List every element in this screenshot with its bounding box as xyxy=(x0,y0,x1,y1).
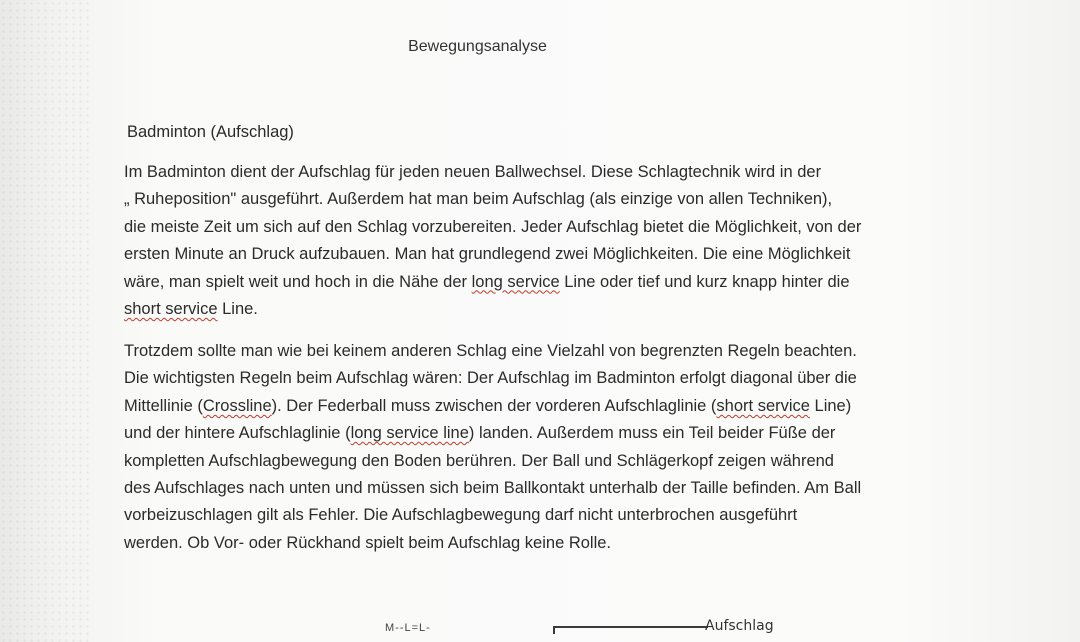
text-span: „ Ruheposition" ausgeführt. Außerdem hat man beim Aufschlag (als einzige von allen Techniken), xyxy=(124,190,833,209)
text-span: vorbeizuschlagen gilt als Fehler. Die Aufschlagbewegung darf nicht unterbrochen ausgeführt xyxy=(124,506,798,525)
spellcheck-term: short service xyxy=(716,396,810,415)
text-line xyxy=(124,502,964,529)
text-span: Line oder tief und kurz knapp hinter die xyxy=(559,272,850,291)
text-line xyxy=(124,420,964,447)
spellcheck-term: Crossline xyxy=(202,396,272,415)
text-span: Line. xyxy=(217,300,258,319)
footer-label: Aufschlag xyxy=(705,618,774,634)
text-span: Trotzdem sollte man wie bei keinem anderen Schlag eine Vielzahl von begrenzten Regeln beachten. xyxy=(124,342,857,360)
text-line xyxy=(124,393,964,420)
footer-sketch xyxy=(0,614,1080,642)
text-line xyxy=(124,448,964,475)
text-span: ersten Minute an Druck aufzubauen. Man hat grundlegend zwei Möglichkeiten. Die eine Möglichkeit xyxy=(124,245,851,264)
page-header-title: Bewegungsanalyse xyxy=(408,38,547,55)
paper-texture xyxy=(0,0,90,642)
spellcheck-term: short service xyxy=(124,300,218,319)
text-line xyxy=(124,338,964,365)
text-span: Line) xyxy=(809,396,852,415)
text-span: wäre, man spielt weit und hoch in die Nähe der xyxy=(124,272,472,291)
paragraph-rules xyxy=(124,338,964,557)
text-line xyxy=(124,365,964,392)
text-line xyxy=(124,241,964,268)
paragraph-intro xyxy=(124,159,964,323)
text-span: die meiste Zeit um sich auf den Schlag vorzubereiten. Jeder Aufschlag bietet die Möglichkeit, von der xyxy=(124,217,862,236)
text-span: des Aufschlages nach unten und müssen sich beim Ballkontakt unterhalb der Taille befinden. Am Ball xyxy=(124,479,862,498)
text-line xyxy=(124,269,964,296)
text-span: werden. Ob Vor- oder Rückhand spielt beim Aufschlag keine Rolle. xyxy=(124,533,612,552)
text-span: Im Badminton dient der Aufschlag für jeden neuen Ballwechsel. Diese Schlagtechnik wird in der xyxy=(124,163,822,181)
footer-line xyxy=(553,626,708,628)
text-line xyxy=(124,475,964,502)
text-span: Die wichtigsten Regeln beim Aufschlag wären: Der Aufschlag im Badminton erfolgt diagonal über die xyxy=(124,369,857,388)
text-line xyxy=(124,296,964,323)
text-line xyxy=(124,186,964,213)
text-span: kompletten Aufschlagbewegung den Boden berühren. Der Ball und Schlägerkopf zeigen während xyxy=(124,451,834,470)
text-span: Mittellinie ( xyxy=(124,396,203,415)
spellcheck-term: long service xyxy=(471,272,560,291)
footer-scribble-text: M--L=L- xyxy=(385,622,431,634)
text-span: ) landen. Außerdem muss ein Teil beider Füße der xyxy=(468,424,836,443)
spellcheck-term: long service line xyxy=(350,424,469,443)
text-line xyxy=(124,159,964,186)
section-heading: Badminton (Aufschlag) xyxy=(127,123,294,141)
text-span: ). Der Federball muss zwischen der vorderen Aufschlaglinie ( xyxy=(271,396,717,415)
text-span: und der hintere Aufschlaglinie ( xyxy=(124,424,351,443)
text-line xyxy=(124,530,964,557)
text-line xyxy=(124,214,964,241)
